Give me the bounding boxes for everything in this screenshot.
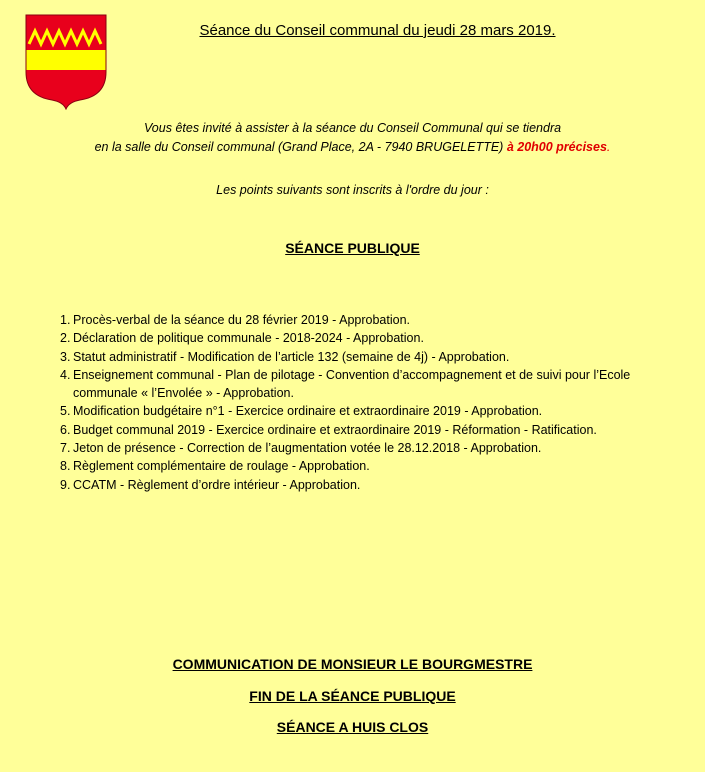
agenda-item-text: Modification budgétaire n°1 - Exercice ordinaire et extraordinaire 2019 - Approbation. [73, 404, 543, 419]
agenda-list [60, 311, 680, 494]
invitation-line-2 [0, 138, 705, 157]
agenda-item-text: CCATM - Règlement d’ordre intérieur - Approbation. [73, 477, 361, 492]
agenda-item-number: 1. [60, 313, 71, 327]
agenda-item-9 [60, 476, 680, 494]
communication-heading: COMMUNICATION DE MONSIEUR LE BOURGMESTRE [172, 656, 533, 672]
agenda-item-text: Statut administratif - Modification de l’article 132 (semaine de 4j) - Approbation. [73, 349, 510, 364]
agenda-item-number: 6. [60, 422, 71, 437]
agenda-item-text: Déclaration de politique communale - 2018-2024 - Approbation. [73, 331, 424, 346]
agenda-item-8 [60, 457, 680, 475]
invitation-time-suffix: . [606, 140, 611, 154]
agenda-intro: Les points suivants sont inscrits à l'ordre du jour : [216, 183, 489, 197]
agenda-item-text: Enseignement communal - Plan de pilotage - Convention d’accompagnement et de suivi pour l’Ecole communale « l’Envolée » - Approbation. [73, 367, 631, 401]
agenda-item-number: 7. [60, 441, 71, 456]
agenda-item-5 [60, 402, 680, 420]
agenda-item-number: 2. [60, 331, 71, 346]
page-title: Séance du Conseil communal du jeudi 28 mars 2019. [199, 22, 556, 39]
agenda-item-4 [60, 366, 680, 403]
closed-session-heading: SÉANCE A HUIS CLOS [276, 719, 429, 735]
agenda-item-number: 9. [60, 477, 71, 492]
agenda-item-7 [60, 439, 680, 457]
invitation-time: à 20h00 précises [506, 140, 607, 154]
agenda-item-3 [60, 348, 680, 366]
agenda-item-6 [60, 421, 680, 439]
agenda-item-text: Jeton de présence - Correction de l’augmentation votée le 28.12.2018 - Approbation. [73, 441, 542, 456]
agenda-item-number: 3. [60, 349, 71, 364]
invitation-text [0, 119, 705, 157]
end-public-session-heading: FIN DE LA SÉANCE PUBLIQUE [249, 688, 456, 704]
agenda-item-text: Budget communal 2019 - Exercice ordinaire et extraordinaire 2019 - Réformation - Ratification. [73, 422, 597, 437]
agenda-item-text: Règlement complémentaire de roulage - Approbation. [73, 459, 370, 474]
agenda-item-1 [60, 311, 680, 329]
invitation-line-1: Vous êtes invité à assister à la séance du Conseil Communal qui se tiendra [143, 121, 562, 135]
agenda-item-number: 5. [60, 404, 71, 419]
invitation-address: en la salle du Conseil communal (Grand Place, 2A - 7940 BRUGELETTE) [94, 140, 504, 154]
agenda-item-number: 4. [60, 367, 71, 382]
agenda-item-number: 8. [60, 459, 71, 474]
agenda-item-text: Procès-verbal de la séance du 28 février 2019 - Approbation. [73, 313, 411, 327]
public-session-heading: SÉANCE PUBLIQUE [285, 240, 420, 256]
agenda-item-2 [60, 329, 680, 347]
